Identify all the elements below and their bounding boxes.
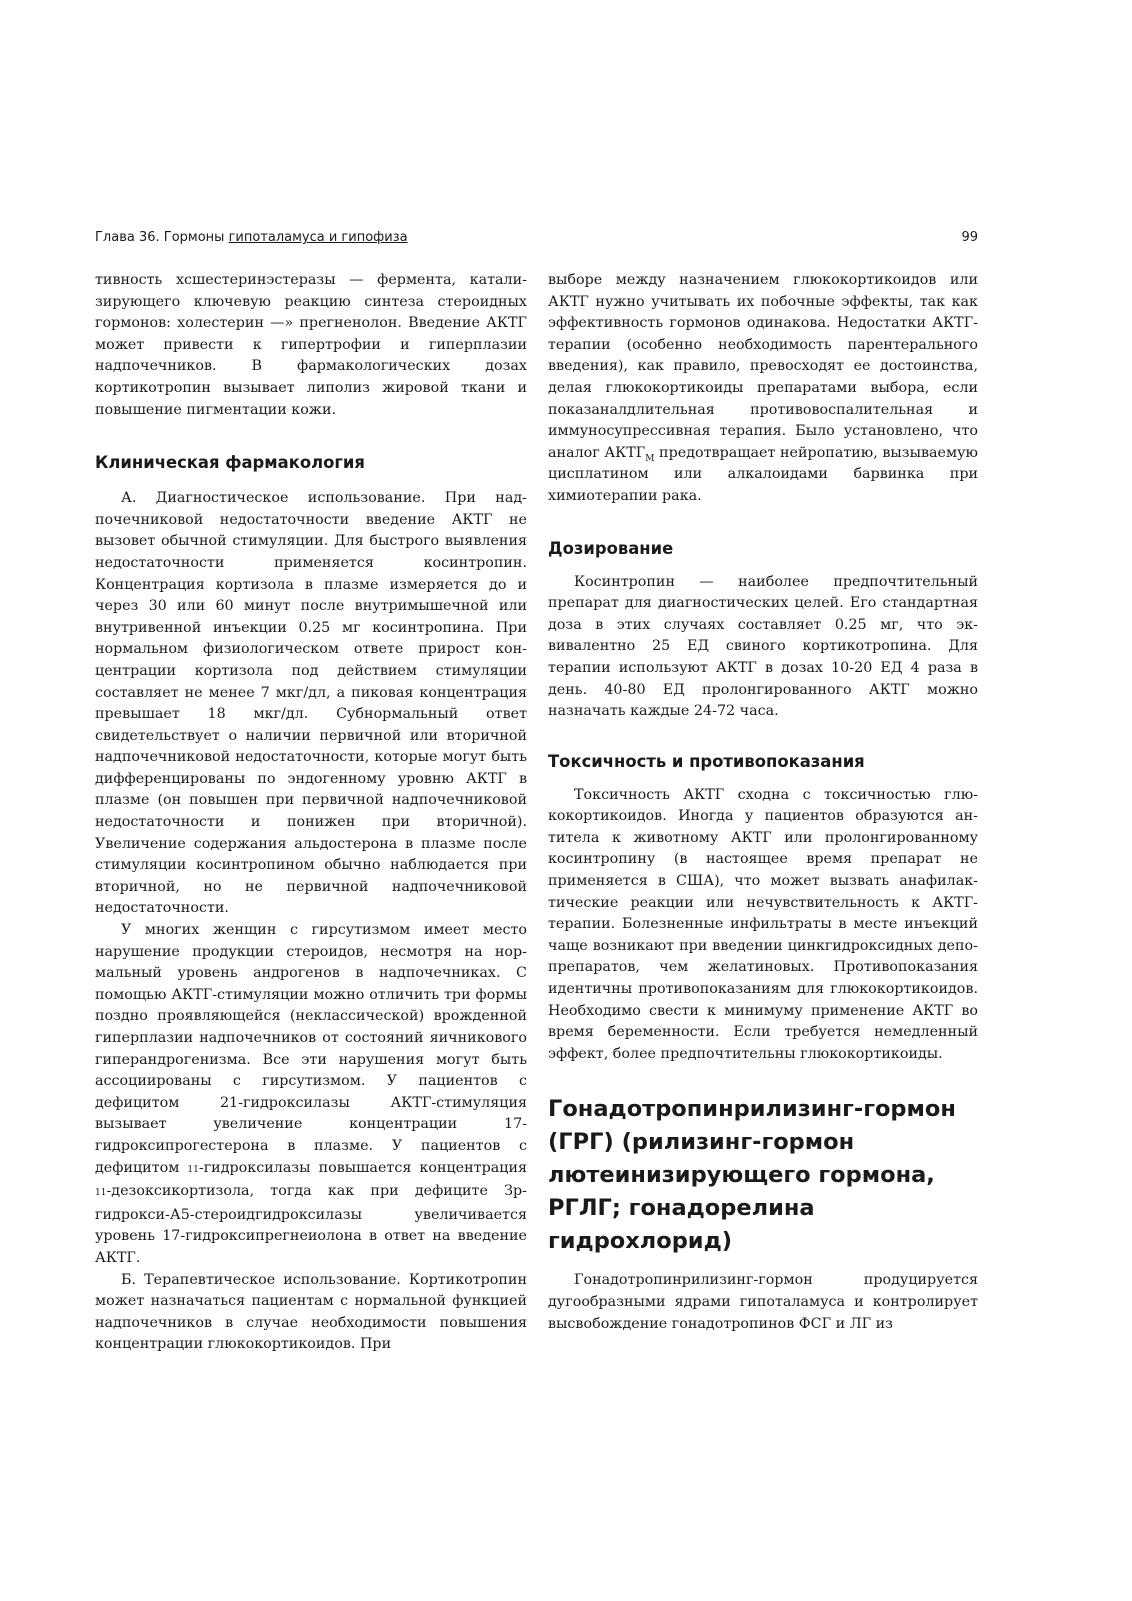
paragraph-continued: выборе между назначением глюкокортикоидов или АКТГ нужно учитывать их побочные эффекты, так как эффективность гормонов одинакова. Недостатки АКТГ-терапии (особенно необходимость парентерального введения), как правило, превосходят ее достоинства, делая глюкокортикоиды препаратами выбора, если показаналдлительная противовоспалительная и иммуносупрессивная терапия. Было установлено, что аналог $АКТГ_М$ предотвращает нейропатию, вызываемую цисплатином или алкалоидами барвинка при химиотерапии рака. <box>548 272 978 504</box>
heading-gnrh: Гонадотропинрилизинг-гормон (ГРГ) (рилизинг-гормон лютеинизирующего гормона, РГЛГ; гонадорелина гидрохлорид) <box>548 1096 956 1255</box>
paragraph-toxicity: Токсичность АКТГ сходна с токсичностью глюкокортикоидов. Иногда у пациентов образуются антитела к животному АКТГ или пролонгированному косинтропину (в настоящее время препарат не применяется в США), что может вызвать анафилактические реакции или нечувствительность к АКТГ-терапии. Болезненные инфильтраты в месте инъекций чаще возникают при введении цинкгидроксидных депо-препаратов, чем желатиновых. Противопоказания идентичны противопоказаниям для глюкокортикоидов. Необходимо свести к минимуму применение АКТГ во время беременности. Если требуется немедленный эффект, более предпочтительны глюкокортикоиды. <box>548 786 978 1062</box>
heading-toxicity: Токсичность и противопоказания <box>548 751 865 771</box>
paragraph-gnrh: Гонадотропинрилизинг-гормон продуцируется дугообразными ядрами гипоталамуса и контролирует высвобождение гонадотропинов ФСГ и ЛГ из <box>548 1272 978 1332</box>
right-column <box>548 270 978 1335</box>
paragraph-dosing: Косинтропин — наиболее предпочтительный препарат для диагностических целей. Его стандартная доза в этих случаях составляет 0.25 мг, что эквивалентно 25 ЕД свиного кортикотропина. Для терапии используют АКТГ в дозах 10-20 ЕД 4 раза в день. 40-80 ЕД пролонгированного АКТГ можно назначать каждые 24-72 часа. <box>548 573 978 720</box>
chapter-link[interactable]: гипоталамуса и гипофиза <box>228 230 408 245</box>
paragraph-intro: тивность хсшестеринэстеразы — фермента, катализирующего ключевую реакцию синтеза стероидных гормонов: холестерин —» прегненолон. Введение АКТГ может привести к гипертрофии и гиперплазии надпочечников. В фармакологических дозах кортикотропин вызывает липолиз жировой ткани и повышение пигментации кожи. <box>95 272 527 418</box>
left-column <box>95 270 527 1356</box>
chapter-title <box>95 230 408 245</box>
paragraph-diagnostic-use: А. Диагностическое использование. При надпочечниковой недостаточности введение АКТГ не вызовет обычной стимуляции. Для быстрого выявления недостаточности применяется косинтропин. Концентрация кортизола в плазме измеряется до и через 30 или 60 минут после внутримышечной или внутривенной инъекции 0.25 мг косинтропина. При нормальном физиологическом ответе прирост концентрации кортизола под действием стимуляции составляет не менее 7 мкг/дл, а пиковая концентрация превышает 18 мкг/дл. Субнормальный ответ свидетельствует о наличии первичной или вторичной надпочечниковой недостаточности, которые могут быть дифференцированы по эндогенному уровню АКТГ в плазме (он повышен при первичной надпочечниковой недостаточности и понижен при вторичной). Увеличение содержания альдостерона в плазме после стимуляции косинтропином обычно наблюдается при вторичной, но не первичной надпочечниковой недостаточности. <box>95 490 527 917</box>
heading-clinical-pharmacology: Клиническая фармакология <box>95 453 365 473</box>
paragraph-hirsutism: У многих женщин с гирсутизмом имеет место нарушение продукции стероидов, несмотря на нормальный уровень андрогенов в надпочечниках. С помощью АКТГ-стимуляции можно отличить три формы поздно проявляющейся (неклассической) врожденной гиперплазии надпочечников от состояний яичникового гиперандрогенизма. Все эти нарушения могут быть ассоциированы с гирсутизмом. У пациентов с дефицитом 21-гидроксилазы АКТГ-стимуляция вызывает увеличение концентрации 17-гидроксипрогестерона в плазме. У пациентов с дефицитом 11-гидроксилазы повышается концентрация 11-дезоксикортизола, тогда как при дефиците Зр-гидрокси-А5-стероидгидроксилазы увеличивается уровень 17-гидроксипрегнеиолона в ответ на введение АКТГ. <box>95 922 527 1266</box>
running-header <box>95 230 978 252</box>
heading-dosing: Дозирование <box>548 538 674 558</box>
page-number: 99 <box>961 230 978 245</box>
chapter-prefix: Глава 36. Гормоны <box>95 230 229 245</box>
paragraph-therapeutic-use: Б. Терапевтическое использование. Кортикотропин может назначаться пациентам с нормальной функцией надпочечников в случае необходимости повышения концентрации глюкокортикоидов. При <box>95 1271 527 1353</box>
